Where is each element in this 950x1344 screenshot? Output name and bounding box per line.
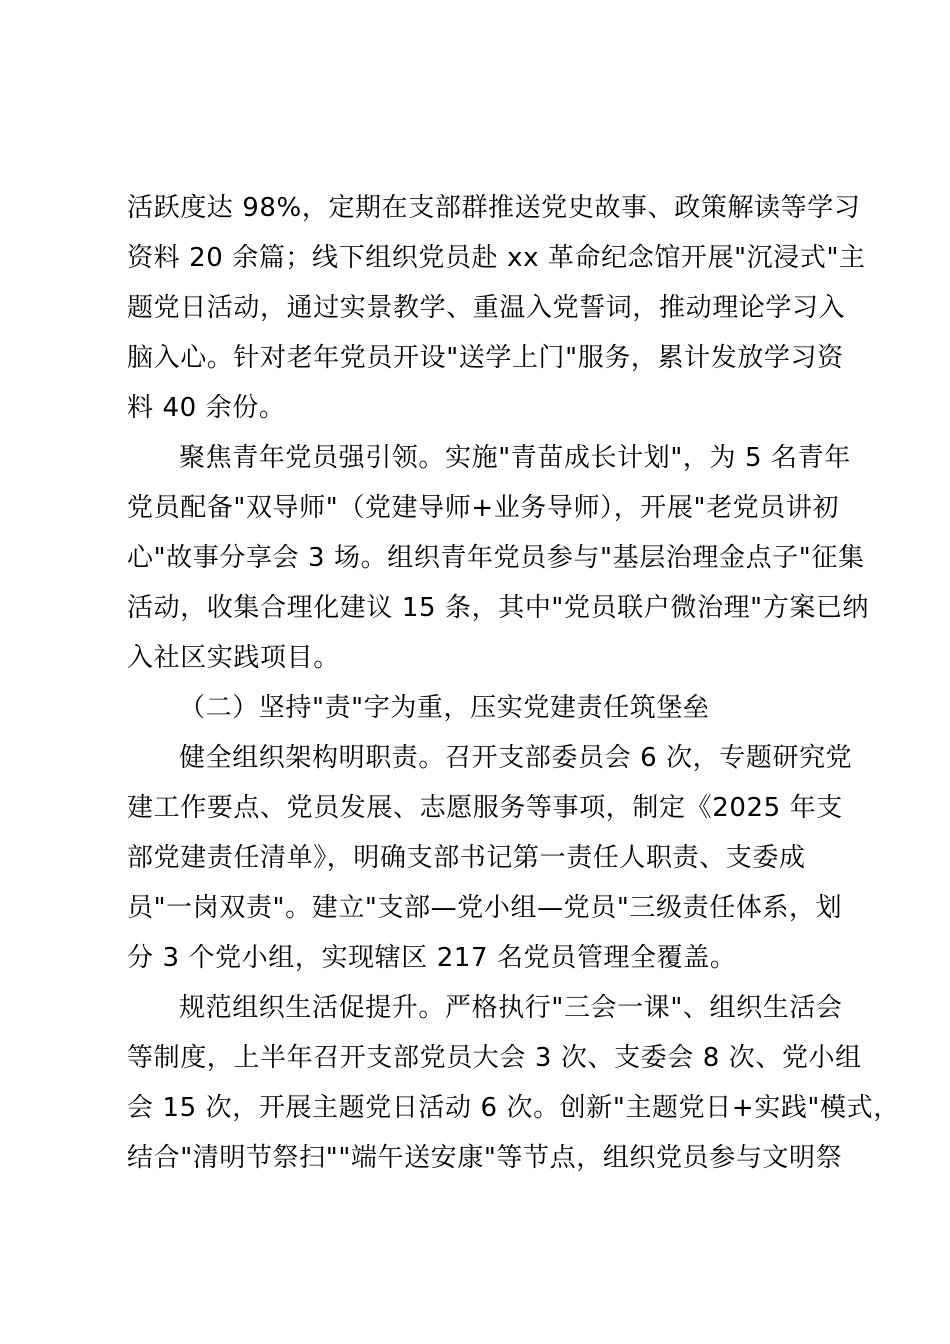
- text-line: 心"故事分享会 3 场。组织青年党员参与"基层治理金点子"征集: [127, 543, 865, 573]
- text-line: 入社区实践项目。: [127, 643, 340, 673]
- text-line: 会 15 次，开展主题党日活动 6 次。创新"主题党日+实践"模式，: [127, 1093, 900, 1123]
- text-line: 资料 20 余篇；线下组织党员赴 xx 革命纪念馆开展"沉浸式"主: [127, 243, 866, 273]
- text-line: 活跃度达 98%，定期在支部群推送党史故事、政策解读等学习: [127, 193, 861, 223]
- section-heading: （二）坚持"责"字为重，压实党建责任筑堡垒: [179, 693, 710, 723]
- text-line: 分 3 个党小组，实现辖区 217 名党员管理全覆盖。: [127, 943, 737, 973]
- text-line: 活动，收集合理化建议 15 条，其中"党员联户微治理"方案已纳: [127, 593, 870, 623]
- text-line: 建工作要点、党员发展、志愿服务等事项，制定《2025 年支: [127, 793, 843, 823]
- text-line: 料 40 余份。: [127, 393, 286, 423]
- text-line: 党员配备"双导师"（党建导师+业务导师），开展"老党员讲初: [127, 493, 840, 523]
- text-line: 部党建责任清单》，明确支部书记第一责任人职责、支委成: [127, 843, 806, 873]
- paragraph-first-line: 规范组织生活促提升。严格执行"三会一课"、组织生活会: [179, 993, 843, 1023]
- text-line: 等制度，上半年召开支部党员大会 3 次、支委会 8 次、党小组: [127, 1043, 862, 1073]
- text-line: 员"一岗双责"。建立"支部—党小组—党员"三级责任体系，划: [127, 893, 843, 923]
- paragraph-first-line: 健全组织架构明职责。召开支部委员会 6 次，专题研究党: [179, 743, 853, 773]
- paragraph-first-line: 聚焦青年党员强引领。实施"青苗成长计划"，为 5 名青年: [179, 443, 851, 473]
- text-line: 脑入心。针对老年党员开设"送学上门"服务，累计发放学习资: [127, 343, 844, 373]
- document-body: [127, 183, 900, 1183]
- text-line: 结合"清明节祭扫""端午送安康"等节点，组织党员参与文明祭: [127, 1143, 843, 1173]
- text-line: 题党日活动，通过实景教学、重温入党誓词，推动理论学习入: [127, 293, 846, 323]
